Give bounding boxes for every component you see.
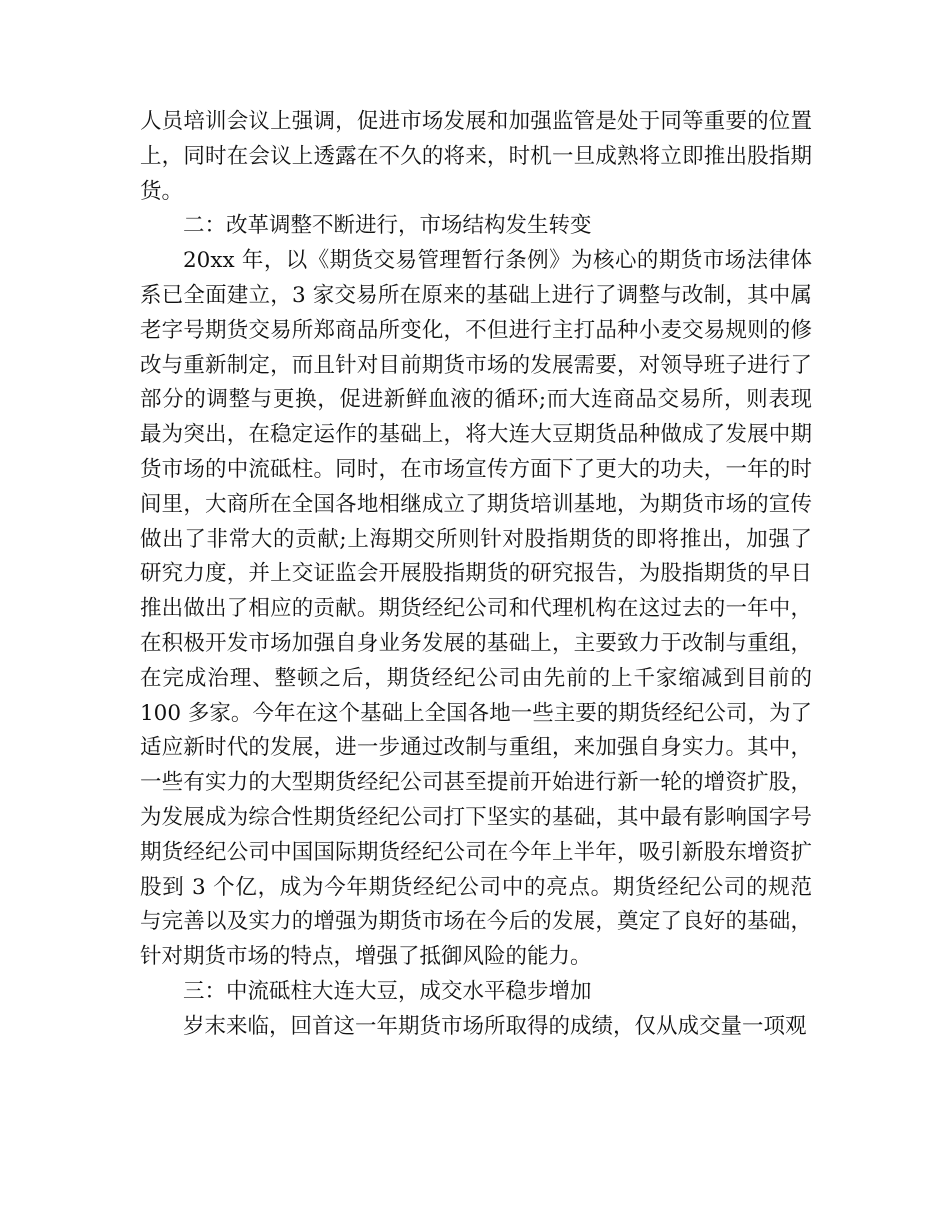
paragraph-market-reform: 20xx 年，以《期货交易管理暂行条例》为核心的期货市场法律体系已全面建立，3 家交易所在原来的基础上进行了调整与改制，其中属老字号期货交易所郑商品所变化，不但进行主打品种小麦交易规则的修改与重新制定，而且针对目前期货市场的发展需要，对领导班子进行了部分的调整与更换，促进新鲜血液的循环;而大连商品交易所，则表现最为突出，在稳定运作的基础上，将大连大豆期货品种做成了发展中期货市场的中流砥柱。同时，在市场宣传方面下了更大的功夫，一年的时间里，大商所在全国各地相继成立了期货培训基地，为期货市场的宣传做出了非常大的贡献;上海期交所则针对股指期货的即将推出，加强了研究力度，并上交证监会开展股指期货的研究报告，为股指期货的早日推出做出了相应的贡献。期货经纪公司和代理机构在这过去的一年中，在积极开发市场加强自身业务发展的基础上，主要致力于改制与重组，在完成治理、整顿之后，期货经纪公司由先前的上千家缩减到目前的100 多家。今年在这个基础上全国各地一些主要的期货经纪公司，为了适应新时代的发展，进一步通过改制与重组，来加强自身实力。其中，一些有实力的大型期货经纪公司甚至提前开始进行新一轮的增资扩股，为发展成为综合性期货经纪公司打下坚实的基础，其中最有影响国字号期货经纪公司中国国际期货经纪公司在今年上半年，吸引新股东增资扩股到 3 个亿，成为今年期货经纪公司中的亮点。期货经纪公司的规范与完善以及实力的增强为期货市场在今后的发展，奠定了良好的基础，针对期货市场的特点，增强了抵御风险的能力。	[140, 248, 812, 970]
document-body	[140, 105, 812, 1045]
section-heading-two: 二：改革调整不断进行，市场结构发生转变	[183, 213, 592, 239]
paragraph-intro-continuation: 人员培训会议上强调，促进市场发展和加强监管是处于同等重要的位置上，同时在会议上透露在不久的将来，时机一旦成熟将立即推出股指期货。	[140, 109, 812, 204]
paragraph-year-end: 岁末来临，回首这一年期货市场所取得的成绩，仅从成交量一项观	[183, 1013, 807, 1039]
section-heading-three: 三：中流砥柱大连大豆，成交水平稳步增加	[183, 978, 592, 1004]
